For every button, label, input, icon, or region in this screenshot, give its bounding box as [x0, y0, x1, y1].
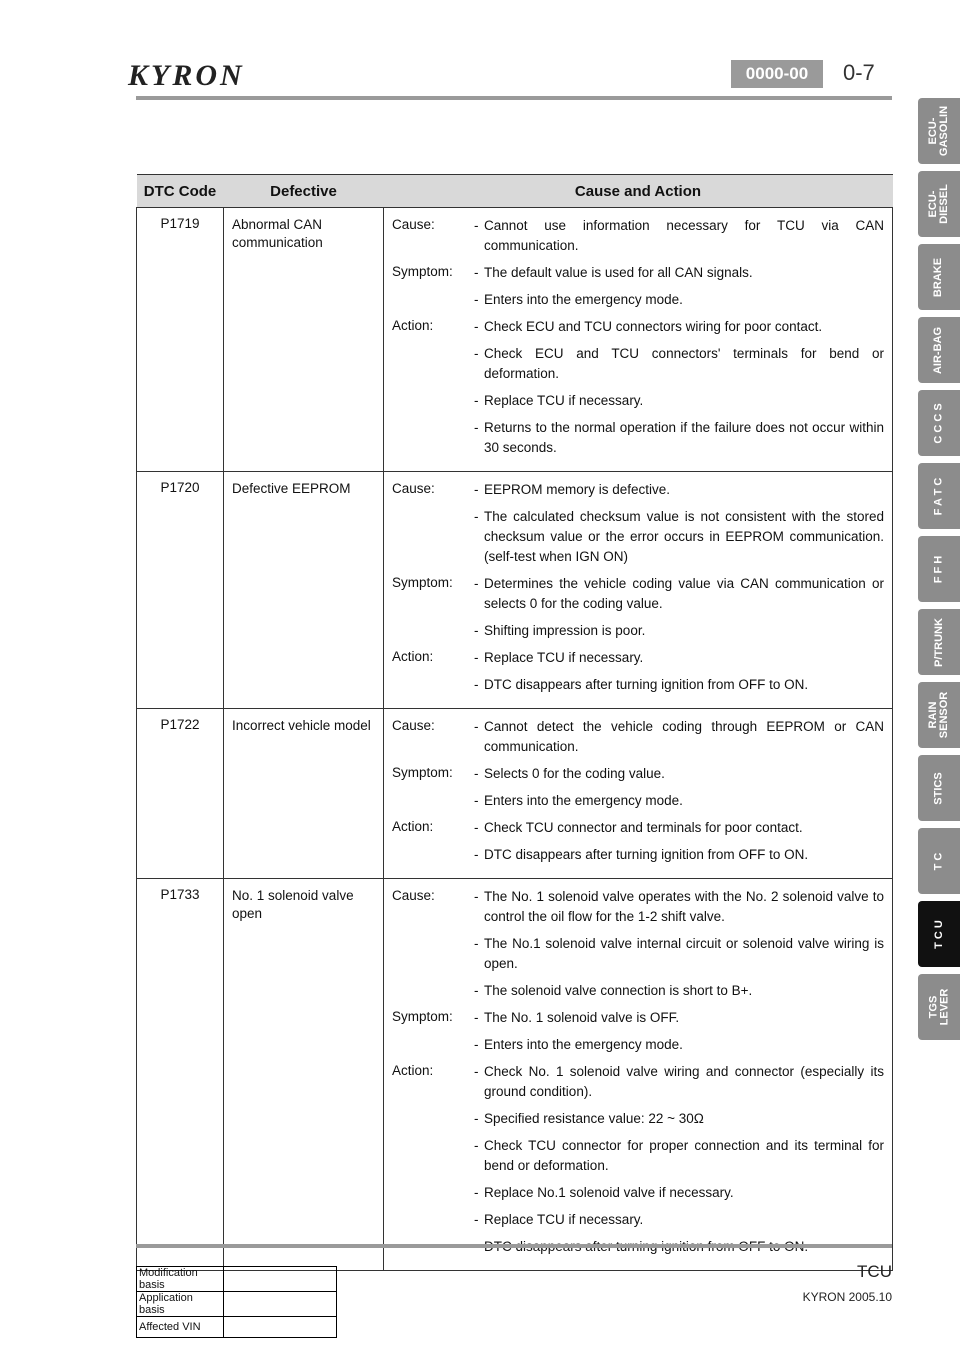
- dtc-code-cell: P1733: [137, 879, 224, 1271]
- section-tab-label: BRAKE: [932, 257, 945, 297]
- cause-action-group: [392, 574, 884, 648]
- section-tab-label: F F H: [932, 555, 945, 583]
- list-item: [474, 507, 884, 567]
- bullet-dash: -: [474, 677, 479, 692]
- cause-action-cell: [384, 208, 893, 472]
- cause-action-cell: [384, 879, 893, 1271]
- cause-action-group: [392, 263, 884, 317]
- list-item: [474, 216, 884, 256]
- list-item: [474, 1136, 884, 1176]
- mod-label: Modification basis: [137, 1267, 224, 1292]
- cause-action-cell: [384, 472, 893, 709]
- list-item: [474, 480, 884, 500]
- section-tab[interactable]: [918, 536, 960, 602]
- list-item: [474, 263, 884, 283]
- section-tab-label: T C U: [932, 919, 945, 949]
- table-row: [137, 208, 893, 472]
- section-tab[interactable]: [918, 755, 960, 821]
- bullet-dash: -: [474, 793, 479, 808]
- list-item: [474, 1035, 884, 1055]
- group-label: Symptom:: [392, 575, 453, 590]
- list-item: [474, 764, 884, 784]
- bullet-dash: -: [474, 393, 479, 408]
- dtc-code-cell: P1720: [137, 472, 224, 709]
- section-tab[interactable]: [918, 390, 960, 456]
- group-label: Action:: [392, 649, 434, 664]
- item-text: Check ECU and TCU connectors wiring for poor contact.: [484, 319, 823, 334]
- footer-rule: [136, 1244, 892, 1248]
- cause-action-group: [392, 648, 884, 702]
- bullet-dash: -: [474, 509, 479, 524]
- section-tab-label: T C: [932, 852, 945, 870]
- list-item: [474, 981, 884, 1001]
- mod-label: Application basis: [137, 1292, 224, 1317]
- cause-action-group: [392, 1062, 884, 1264]
- item-text: Check No. 1 solenoid valve wiring and connector (especially its ground condition).: [484, 1064, 884, 1099]
- item-text: Check ECU and TCU connectors' terminals for bend or deformation.: [484, 346, 884, 381]
- table-row: [137, 879, 893, 1271]
- group-label: Symptom:: [392, 765, 453, 780]
- bullet-dash: -: [474, 482, 479, 497]
- table-row: [137, 1267, 337, 1292]
- defective-cell: Abnormal CAN communication: [224, 208, 384, 472]
- item-text: Shifting impression is poor.: [484, 623, 646, 638]
- dtc-table: [136, 174, 893, 1271]
- cause-action-cell: [384, 709, 893, 879]
- list-item: [474, 845, 884, 865]
- section-tab[interactable]: [918, 463, 960, 529]
- section-tab[interactable]: [918, 171, 960, 237]
- list-item: [474, 887, 884, 927]
- group-label: Action:: [392, 819, 434, 834]
- footer-model-date: KYRON 2005.10: [802, 1290, 892, 1304]
- list-item: [474, 391, 884, 411]
- cause-action-group: [392, 887, 884, 1008]
- bullet-dash: -: [474, 623, 479, 638]
- bullet-dash: -: [474, 719, 479, 734]
- section-tab-label: TGS LEVER: [927, 988, 950, 1026]
- section-tab-label: RAIN SENSOR: [927, 691, 950, 739]
- list-item: [474, 717, 884, 757]
- header-defective: Defective: [224, 175, 384, 208]
- section-tab-label: F A T C: [932, 477, 945, 515]
- item-text: Enters into the emergency mode.: [484, 1037, 683, 1052]
- list-item: [474, 1008, 884, 1028]
- header-cause-action: Cause and Action: [384, 175, 893, 208]
- item-text: Selects 0 for the coding value.: [484, 766, 665, 781]
- doc-code-badge: 0000-00: [731, 60, 823, 88]
- list-item: [474, 675, 884, 695]
- item-text: Replace No.1 solenoid valve if necessary.: [484, 1185, 734, 1200]
- cause-action-group: [392, 216, 884, 263]
- section-tab[interactable]: [918, 974, 960, 1040]
- table-row: [137, 709, 893, 879]
- item-text: Check TCU connector for proper connection and its terminal for bend or deformation.: [484, 1138, 884, 1173]
- list-item: [474, 621, 884, 641]
- list-item: [474, 1109, 884, 1129]
- list-item: [474, 648, 884, 668]
- list-item: [474, 934, 884, 974]
- list-item: [474, 1183, 884, 1203]
- item-text: EEPROM memory is defective.: [484, 482, 671, 497]
- bullet-dash: -: [474, 218, 479, 233]
- section-tab[interactable]: [918, 901, 960, 967]
- item-text: Cannot detect the vehicle coding through EEPROM or CAN communication.: [484, 719, 884, 754]
- list-item: [474, 791, 884, 811]
- cause-action-group: [392, 317, 884, 465]
- section-tab-label: STICS: [932, 771, 945, 805]
- list-item: [474, 574, 884, 614]
- list-item: [474, 1210, 884, 1230]
- section-tab[interactable]: [918, 609, 960, 675]
- group-label: Symptom:: [392, 1009, 453, 1024]
- section-tab-label: ECU- DIESEL: [926, 184, 950, 224]
- bullet-dash: -: [474, 292, 479, 307]
- bullet-dash: -: [474, 889, 479, 904]
- item-text: Replace TCU if necessary.: [484, 393, 644, 408]
- mod-value: [224, 1267, 337, 1292]
- section-tab-label: C C C S: [932, 402, 945, 444]
- table-row: [137, 1292, 337, 1317]
- cause-action-group: [392, 480, 884, 574]
- item-text: Replace TCU if necessary.: [484, 1212, 644, 1227]
- group-label: Action:: [392, 1063, 434, 1078]
- bullet-dash: -: [474, 576, 479, 591]
- item-text: DTC disappears after turning ignition from OFF to ON.: [484, 847, 809, 862]
- cause-action-group: [392, 717, 884, 764]
- item-text: Determines the vehicle coding value via CAN communication or selects 0 for the coding value.: [484, 576, 884, 611]
- kyron-logo: KYRON: [128, 59, 245, 92]
- page-number: 0-7: [843, 60, 875, 85]
- section-tab[interactable]: [918, 682, 960, 748]
- bullet-dash: -: [474, 1111, 479, 1126]
- section-tab[interactable]: [918, 828, 960, 894]
- list-item: [474, 290, 884, 310]
- item-text: Returns to the normal operation if the failure does not occur within 30 seconds.: [484, 420, 884, 455]
- section-tab[interactable]: [918, 244, 960, 310]
- cause-action-group: [392, 764, 884, 818]
- item-text: Replace TCU if necessary.: [484, 650, 644, 665]
- item-text: Check TCU connector and terminals for poor contact.: [484, 820, 803, 835]
- bullet-dash: -: [474, 1212, 479, 1227]
- section-tab-label: AIR-BAG: [932, 326, 945, 374]
- section-tab-label: P/TRUNK: [932, 617, 945, 667]
- group-label: Cause:: [392, 718, 435, 733]
- section-tab[interactable]: [918, 98, 960, 164]
- header-rule: [136, 96, 892, 100]
- group-label: Cause:: [392, 217, 435, 232]
- modification-table: [136, 1266, 337, 1338]
- list-item: [474, 418, 884, 458]
- item-text: The No.1 solenoid valve internal circuit or solenoid valve wiring is open.: [484, 936, 884, 971]
- list-item: [474, 1062, 884, 1102]
- item-text: The calculated checksum value is not consistent with the stored checksum value or the error occurs in EEPROM communication. (self-test when IGN ON): [484, 509, 884, 564]
- item-text: The No. 1 solenoid valve operates with the No. 2 solenoid valve to control the oil flow for the 1-2 shift valve.: [484, 889, 884, 924]
- bullet-dash: -: [474, 766, 479, 781]
- bullet-dash: -: [474, 936, 479, 951]
- item-text: DTC disappears after turning ignition from OFF to ON.: [484, 677, 809, 692]
- mod-value: [224, 1292, 337, 1317]
- item-text: Specified resistance value: 22 ~ 30Ω: [484, 1111, 704, 1126]
- item-text: Enters into the emergency mode.: [484, 793, 683, 808]
- cause-action-group: [392, 818, 884, 872]
- section-tab-label: ECU- GASOLIN: [927, 105, 950, 157]
- bullet-dash: -: [474, 650, 479, 665]
- item-text: The default value is used for all CAN signals.: [484, 265, 753, 280]
- bullet-dash: -: [474, 1037, 479, 1052]
- bullet-dash: -: [474, 820, 479, 835]
- item-text: Enters into the emergency mode.: [484, 292, 683, 307]
- group-label: Action:: [392, 318, 434, 333]
- dtc-code-cell: P1722: [137, 709, 224, 879]
- bullet-dash: -: [474, 265, 479, 280]
- table-row: [137, 1317, 337, 1338]
- list-item: [474, 818, 884, 838]
- section-tabs: [918, 98, 960, 1047]
- header-dtc-code: DTC Code: [137, 175, 224, 208]
- mod-label: Affected VIN: [137, 1317, 224, 1338]
- group-label: Cause:: [392, 888, 435, 903]
- defective-cell: No. 1 solenoid valve open: [224, 879, 384, 1271]
- list-item: [474, 344, 884, 384]
- group-label: Symptom:: [392, 264, 453, 279]
- cause-action-group: [392, 1008, 884, 1062]
- dtc-code-cell: P1719: [137, 208, 224, 472]
- footer-section-title: TCU: [857, 1262, 892, 1281]
- item-text: The No. 1 solenoid valve is OFF.: [484, 1010, 680, 1025]
- table-row: [137, 472, 893, 709]
- table-header-row: [137, 175, 893, 208]
- defective-cell: Incorrect vehicle model: [224, 709, 384, 879]
- bullet-dash: -: [474, 1064, 479, 1079]
- section-tab[interactable]: [918, 317, 960, 383]
- bullet-dash: -: [474, 1185, 479, 1200]
- group-label: Cause:: [392, 481, 435, 496]
- bullet-dash: -: [474, 847, 479, 862]
- bullet-dash: -: [474, 1010, 479, 1025]
- bullet-dash: -: [474, 983, 479, 998]
- mod-value: [224, 1317, 337, 1338]
- item-text: Cannot use information necessary for TCU via CAN communication.: [484, 218, 884, 253]
- list-item: [474, 317, 884, 337]
- bullet-dash: -: [474, 346, 479, 361]
- defective-cell: Defective EEPROM: [224, 472, 384, 709]
- bullet-dash: -: [474, 1138, 479, 1153]
- item-text: The solenoid valve connection is short to B+.: [484, 983, 753, 998]
- bullet-dash: -: [474, 319, 479, 334]
- bullet-dash: -: [474, 420, 479, 435]
